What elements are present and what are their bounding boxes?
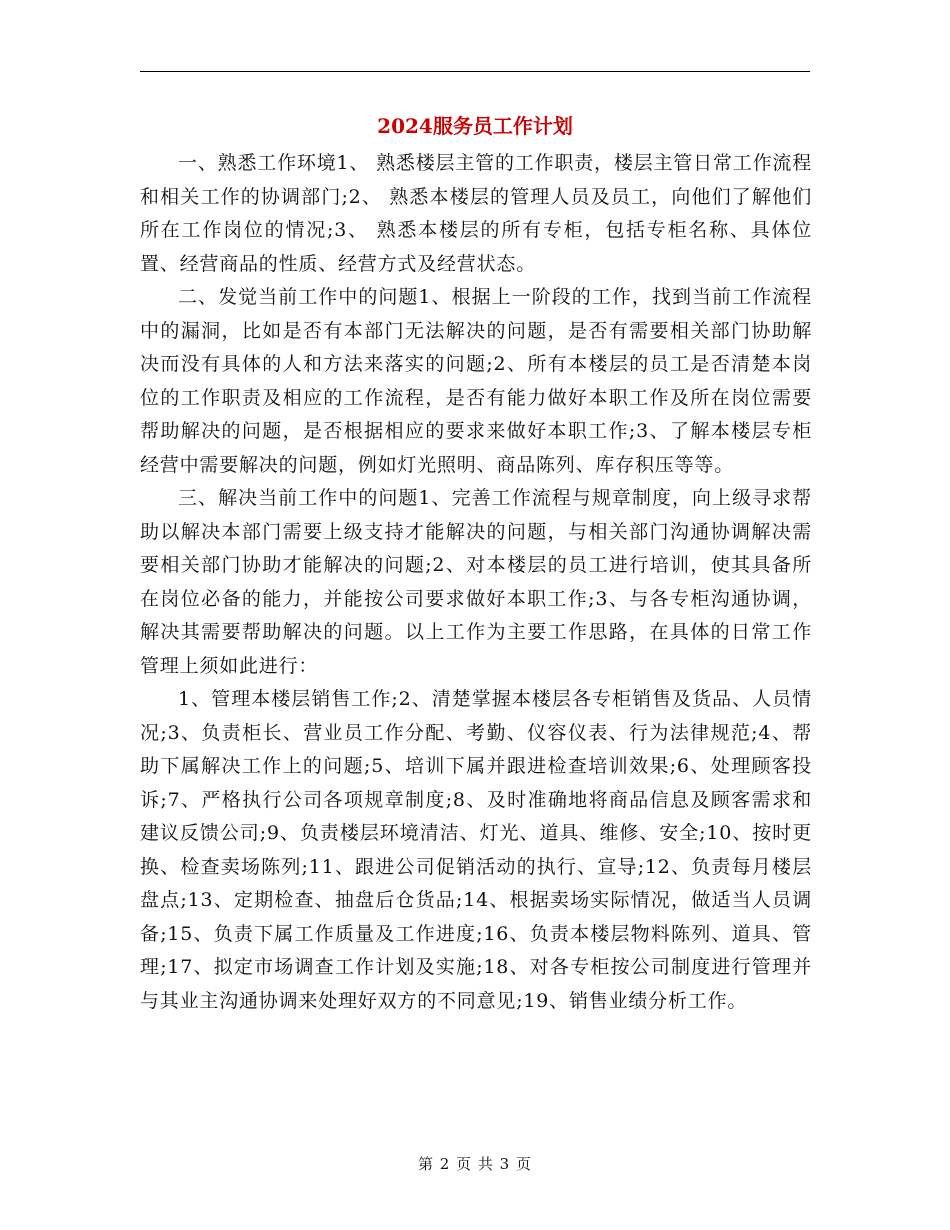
document-body [140,147,812,1018]
header-rule [140,71,810,72]
page-number-footer: 第 2 页 共 3 页 [418,1155,532,1173]
paragraph-2: 二、发觉当前工作中的问题1、根据上一阶段的工作，找到当前工作流程中的漏洞，比如是否有本部门无法解决的问题，是否有需要相关部门协助解决而没有具体的人和方法来落实的问题;2、所有本楼层的员工是否清楚本岗位的工作职责及相应的工作流程，是否有能力做好本职工作及所在岗位需要帮助解决的问题，是否根据相应的要求来做好本职工作;3、了解本楼层专柜经营中需要解决的问题，例如灯光照明、商品陈列、库存积压等等。 [140,286,812,476]
paragraph-1: 一、熟悉工作环境1、 熟悉楼层主管的工作职责，楼层主管日常工作流程和相关工作的协调部门;2、 熟悉本楼层的管理人员及员工，向他们了解他们所在工作岗位的情况;3、 熟悉本楼层的所有专柜，包括专柜名称、具体位置、经营商品的性质、经营方式及经营状态。 [140,152,812,275]
paragraph-4: 1、管理本楼层销售工作;2、清楚掌握本楼层各专柜销售及货品、人员情况;3、负责柜长、营业员工作分配、考勤、仪容仪表、行为法律规范;4、帮助下属解决工作上的问题;5、培训下属并跟进检查培训效果;6、处理顾客投诉;7、严格执行公司各项规章制度;8、及时准确地将商品信息及顾客需求和建议反馈公司;9、负责楼层环境清洁、灯光、道具、维修、安全;10、按时更换、检查卖场陈列;11、跟进公司促销活动的执行、宣导;12、负责每月楼层盘点;13、定期检查、抽盘后仓货品;14、根据卖场实际情况，做适当人员调备;15、负责下属工作质量及工作进度;16、负责本楼层物料陈列、道具、管理;17、拟定市场调查工作计划及实施;18、对各专柜按公司制度进行管理并与其业主沟通协调来处理好双方的不同意见;19、销售业绩分析工作。 [140,688,812,1012]
document-title: 2024服务员工作计划 [377,114,573,138]
paragraph-3: 三、解决当前工作中的问题1、完善工作流程与规章制度，向上级寻求帮助以解决本部门需要上级支持才能解决的问题，与相关部门沟通协调解决需要相关部门协助才能解决的问题;2、对本楼层的员工进行培训，使其具备所在岗位必备的能力，并能按公司要求做好本职工作;3、与各专柜沟通协调，解决其需要帮助解决的问题。以上工作为主要工作思路，在具体的日常工作管理上须如此进行： [140,487,812,677]
